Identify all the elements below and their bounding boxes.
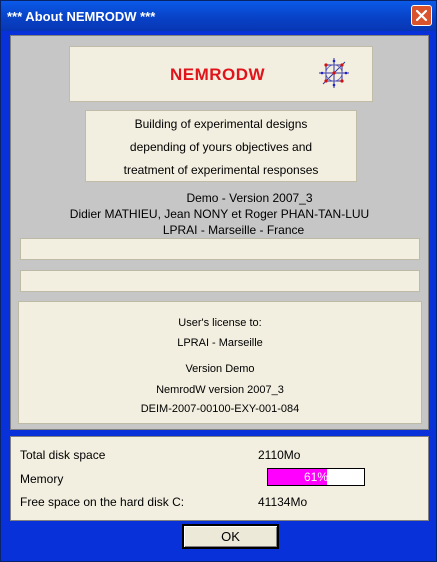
title-bar[interactable] — [1, 1, 436, 31]
serial-number: DEIM-2007-00100-EXY-001-084 — [140, 403, 300, 415]
memory-percent-text: 61% — [303, 470, 329, 484]
close-button[interactable] — [411, 5, 432, 26]
free-space-label: Free space on the hard disk C: — [20, 495, 185, 509]
lab-text: LPRAI - Marseille - France — [162, 223, 305, 237]
memory-progress-bar — [267, 468, 365, 486]
about-panel — [10, 35, 429, 430]
licensee-name: LPRAI - Marseille — [177, 337, 263, 349]
window-title: *** About NEMRODW *** — [7, 9, 156, 24]
product-version: NemrodW version 2007_3 — [156, 384, 284, 396]
info-field-1 — [20, 238, 420, 260]
info-field-2 — [20, 270, 420, 292]
memory-label: Memory — [20, 472, 64, 486]
ok-button[interactable]: OK — [182, 524, 279, 549]
app-name-box — [69, 46, 373, 102]
version-text: Demo - Version 2007_3 — [186, 191, 313, 205]
description-line-2: depending of yours objectives and — [129, 140, 313, 154]
system-info-panel — [10, 436, 429, 521]
license-label: User's license to: — [178, 317, 262, 329]
total-disk-value: 2110Mo — [258, 448, 301, 462]
free-space-value: 41134Mo — [258, 495, 308, 509]
license-box — [18, 301, 422, 424]
app-name: NEMRODW — [170, 65, 266, 84]
authors-text: Didier MATHIEU, Jean NONY et Roger PHAN-TAN-LUU — [69, 207, 370, 221]
license-version-type: Version Demo — [185, 363, 255, 375]
description-box — [85, 110, 357, 182]
total-disk-label: Total disk space — [20, 448, 106, 462]
experimental-design-cube-icon — [316, 55, 352, 91]
close-icon — [415, 9, 428, 22]
description-line-1: Building of experimental designs — [134, 117, 308, 131]
description-line-3: treatment of experimental responses — [123, 163, 319, 177]
